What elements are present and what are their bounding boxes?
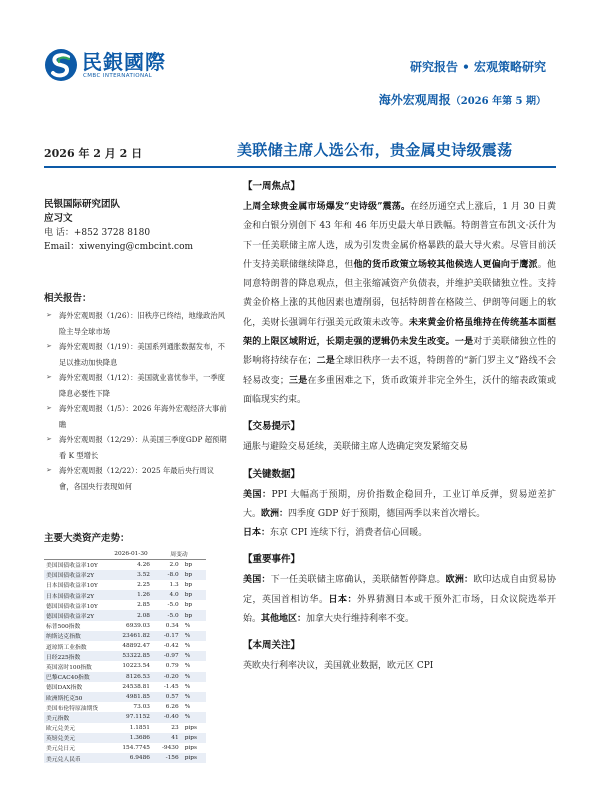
asset-value: 4.26 [137, 561, 150, 568]
section-data-title: 【关键数据】 [243, 468, 301, 480]
company-logo [44, 48, 166, 82]
asset-value: 1.1851 [129, 724, 150, 731]
focus-emphasis: 他的货币政策立场较其他候选人更偏向于鹰派 [353, 259, 538, 270]
asset-change-unit: % [184, 622, 191, 629]
asset-name: 巴黎CAC40指数 [44, 672, 110, 682]
col-asset [44, 548, 110, 560]
asset-change: 0.57 [152, 692, 181, 702]
table-row [44, 610, 206, 620]
table-row [44, 702, 206, 712]
asset-change-unit: % [184, 704, 191, 711]
related-report-item[interactable]: ➢ 海外宏观周报（1/12）：美国就业喜忧参半，一季度降息必要性下降 [44, 370, 228, 401]
related-reports-title: 相关报告： [44, 293, 92, 304]
asset-change: -0.97 [152, 651, 181, 661]
table-row [44, 621, 206, 631]
asset-value: 10223.54 [122, 663, 150, 670]
asset-name: 美国国债收益率10Y [46, 563, 98, 570]
asset-change-unit: bp [181, 590, 206, 600]
focus-text: 在多重困难之下，货币政策并非完全外生，沃什的缩表政策或面临现实约束。 [243, 375, 556, 405]
asset-name: 德国国债收益率2Y [44, 610, 110, 620]
table-row [44, 590, 206, 600]
asset-value: 6939.03 [126, 622, 150, 629]
asset-value: 3.52 [110, 570, 152, 580]
logo-english-name: CMBC INTERNATIONAL [83, 73, 153, 79]
related-report-item[interactable]: ➢ 海外宏观周报（12/22）：2025 年最后央行周议會，各国央行表现如何 [44, 463, 228, 494]
asset-value: 2.85 [137, 602, 150, 609]
asset-change-unit: % [184, 663, 191, 670]
region-label: 美国： [243, 575, 271, 586]
asset-change-unit: pips [181, 753, 206, 763]
related-report-item[interactable]: ➢ 海外宏观周报（1/19）：美国系列通胀数据发布，不足以推动加快降息 [44, 339, 228, 370]
table-row [44, 570, 206, 580]
report-series: 研究报告 • 宏观策略研究 [409, 60, 546, 74]
asset-value: 48892.47 [122, 643, 150, 650]
asset-change: -1.45 [163, 683, 179, 690]
focus-emphasis: 未来黄金价格虽维持在传统基本面框架的上限区域附近，长期走强的逻辑仍未发生改变。 [243, 317, 556, 348]
table-row [44, 712, 206, 722]
table-row [44, 651, 206, 661]
asset-value: 2.25 [137, 581, 150, 588]
asset-change: 1.3 [169, 581, 179, 588]
table-row [44, 733, 206, 743]
asset-change: -9430 [161, 744, 179, 751]
header-divider [44, 166, 556, 168]
focus-point-label: 二是 [316, 356, 335, 367]
asset-name: 纳斯达克指数 [44, 631, 110, 641]
asset-name: 道琼斯工业指数 [46, 644, 87, 651]
asset-value: 6.9486 [110, 753, 152, 763]
asset-change: 6.26 [165, 704, 179, 711]
asset-change: -5.0 [167, 602, 179, 609]
email-address[interactable]: Email：xiwenying@cmbcint.com [44, 242, 194, 252]
related-report-item[interactable]: ➢ 海外宏观周报（12/29）：从美国三季度GDP 超预期看 K 型增长 [44, 432, 228, 463]
asset-change: -156 [152, 753, 181, 763]
asset-value: 154.7745 [122, 744, 150, 751]
asset-name: 德国DAX指数 [46, 685, 83, 692]
col-date: 2026-01-30 [110, 548, 152, 560]
table-row [44, 641, 206, 651]
table-row [44, 743, 206, 753]
focus-lead: 上周全球贵金属市场爆发“史诗级”震荡。 [243, 202, 411, 212]
report-title [379, 91, 546, 108]
asset-change-unit: bp [184, 581, 193, 588]
asset-name: 日本国债收益率10Y [46, 583, 98, 590]
related-report-item[interactable]: ➢ 海外宏观周报（1/5）：2026 年海外宏观经济大事前瞻 [44, 401, 228, 432]
analyst-name: 应习文 [44, 213, 73, 224]
section-events-title: 【重要事件】 [243, 554, 301, 566]
table-row [44, 692, 206, 702]
left-sidebar [44, 172, 228, 763]
focus-text: 。他同意特朗普的降息观点，但主张缩减资产负债表，并维护美联储独立性。支持黄金价格上涨的其他因素也遭削弱，包括特朗普在格陵兰、伊朗等问题上的软化，美财长强调年行强美元政策未改等。 [243, 259, 556, 328]
asset-change-unit: bp [184, 602, 193, 609]
logo-chinese-name: 民銀國際 [82, 50, 166, 74]
region-label: 日本： [328, 594, 357, 605]
asset-change: 41 [152, 733, 181, 743]
asset-name: 日本国债收益率2Y [44, 590, 110, 600]
focus-text: 对于美联储独立性的影响将持续存在； [243, 337, 556, 367]
asset-change-unit: % [184, 683, 191, 690]
asset-change-unit: bp [184, 561, 193, 568]
asset-change: 0.79 [165, 663, 179, 670]
region-label: 欧洲： [445, 575, 474, 586]
asset-change-unit: pips [184, 724, 197, 731]
asset-change-unit: % [181, 712, 206, 722]
section-data-text [243, 486, 556, 544]
report-headline: 美联储主席人选公布，贵金属史诗级震荡 [237, 141, 513, 159]
asset-name: 英镑兑美元 [44, 733, 110, 743]
asset-change: 0.34 [165, 622, 179, 629]
focus-text: 全球旧秩序一去不返，特朗普的“新门罗主义”路线不会轻易改变； [243, 356, 556, 386]
region-text: 外界猜测日本或干预外汇市场，日众议院选举开始。 [243, 594, 556, 625]
section-focus-text [243, 198, 556, 410]
section-trade-title: 【交易提示】 [243, 421, 301, 433]
region-text: PPI 大幅高于预期，房价指数企稳回升，工业订单反弹，贸易逆差扩大。 [243, 489, 556, 519]
region-label: 欧洲： [261, 508, 289, 519]
asset-change-unit: % [181, 651, 206, 661]
market-table-header [44, 548, 206, 560]
cmbc-logo-icon [44, 48, 78, 82]
asset-change: -0.17 [152, 631, 181, 641]
asset-value: 4981.85 [110, 692, 152, 702]
table-row [44, 600, 206, 610]
asset-change-unit: % [181, 672, 206, 682]
focus-text: 在经历通空式上涨后，1 月 30 日黄金和白银分别创下 43 年和 46 年历史最大单日跌幅。特朗普宣布凯文·沃什为下一任美联储主席人选，成为引发贵金属价格暴跌的最大导火索。尽管目前沃什支持美联储继续降息，但 [243, 202, 556, 270]
table-row [44, 580, 206, 590]
section-watch-title: 【本周关注】 [243, 640, 301, 652]
asset-value: 23461.82 [110, 631, 152, 641]
asset-change: 2.0 [169, 561, 179, 568]
report-title-text: 海外宏观周报 [378, 93, 451, 107]
related-reports-list [44, 308, 228, 494]
asset-change: -5.0 [152, 610, 181, 620]
asset-value: 97.1152 [110, 712, 152, 722]
asset-name: 美元兑日元 [46, 746, 75, 753]
section-events-text [243, 571, 556, 629]
contact-info [44, 226, 228, 254]
table-row [44, 672, 206, 682]
research-team [44, 198, 228, 226]
region-text: 四季度 GDP 好于预期，德国两季以来首次增长。 [288, 508, 486, 519]
region-text: 加拿大央行维持利率不变。 [306, 614, 415, 625]
asset-name: 标普500指数 [46, 624, 81, 631]
market-table [44, 548, 206, 763]
asset-name: 欧元兑美元 [46, 726, 75, 733]
region-label: 美国： [243, 489, 272, 500]
asset-change-unit: pips [184, 744, 197, 751]
asset-name: 美元兑人民币 [44, 753, 110, 763]
asset-value: 2.08 [110, 610, 152, 620]
col-change: 周变动 [152, 548, 206, 560]
asset-change-unit: pips [181, 733, 206, 743]
asset-value: 24538.81 [122, 683, 150, 690]
asset-name: 日经225指数 [44, 651, 110, 661]
asset-name: 德国国债收益率10Y [46, 603, 98, 610]
focus-point-label: 一是 [454, 337, 474, 348]
table-row [44, 682, 206, 692]
table-row [44, 560, 206, 570]
asset-name: 欧洲斯托克50 [44, 692, 110, 702]
asset-value: 8126.53 [110, 672, 152, 682]
report-issue: （2026 年第 5 期） [450, 96, 546, 107]
market-table-body [44, 560, 206, 764]
asset-value: 53322.85 [110, 651, 152, 661]
report-header [0, 0, 600, 120]
asset-name: 美国布伦特原油期货 [46, 705, 99, 712]
region-text: 欧印达成自由贸易协定，英国首相访华。 [243, 575, 556, 605]
asset-change-unit: bp [181, 610, 206, 620]
region-label: 其他地区： [261, 614, 307, 625]
asset-change-unit: % [181, 692, 206, 702]
asset-change: -8.0 [152, 570, 181, 580]
asset-change: -0.42 [163, 643, 179, 650]
table-row [44, 723, 206, 733]
region-label: 日本： [243, 528, 271, 539]
section-focus-title: 【一周焦点】 [243, 181, 301, 192]
asset-change: 23 [171, 724, 179, 731]
asset-value: 73.03 [133, 704, 150, 711]
asset-change: -0.20 [152, 672, 181, 682]
phone-number: 电 话：+852 3728 8180 [44, 228, 151, 238]
table-row [44, 661, 206, 671]
main-content [243, 172, 556, 677]
asset-change-unit: bp [181, 570, 206, 580]
focus-point-label: 三是 [288, 375, 308, 386]
table-row [44, 631, 206, 641]
asset-change: 4.0 [152, 590, 181, 600]
asset-name: 美元指数 [44, 712, 110, 722]
section-trade-text: 通胀与避险交易延续，美联储主席人选确定突发紧缩交易 [243, 442, 469, 453]
market-table-title: 主要大类资产走势： [44, 533, 130, 544]
region-text: 下一任美联储主席确认，美联储暂停降息。 [270, 575, 446, 586]
asset-value: 1.3686 [110, 733, 152, 743]
asset-change: -0.40 [152, 712, 181, 722]
asset-name: 美国国债收益率2Y [44, 570, 110, 580]
asset-change-unit: % [184, 643, 191, 650]
asset-name: 英国富时100指数 [46, 664, 92, 671]
section-watch-text: 英欧央行利率决议，美国就业数据，欧元区 CPI [243, 661, 434, 672]
table-row [44, 753, 206, 763]
related-report-item[interactable]: ➢ 海外宏观周报（1/26）：旧秩序已终结，地缘政治风险主导全球市场 [44, 308, 228, 339]
report-date: 2026 年 2 月 2 日 [44, 147, 143, 160]
asset-value: 1.26 [110, 590, 152, 600]
region-text: 东京 CPI 连续下行，消费者信心回暖。 [270, 528, 428, 539]
team-name: 民银国际研究团队 [44, 199, 121, 210]
asset-change-unit: % [181, 631, 206, 641]
